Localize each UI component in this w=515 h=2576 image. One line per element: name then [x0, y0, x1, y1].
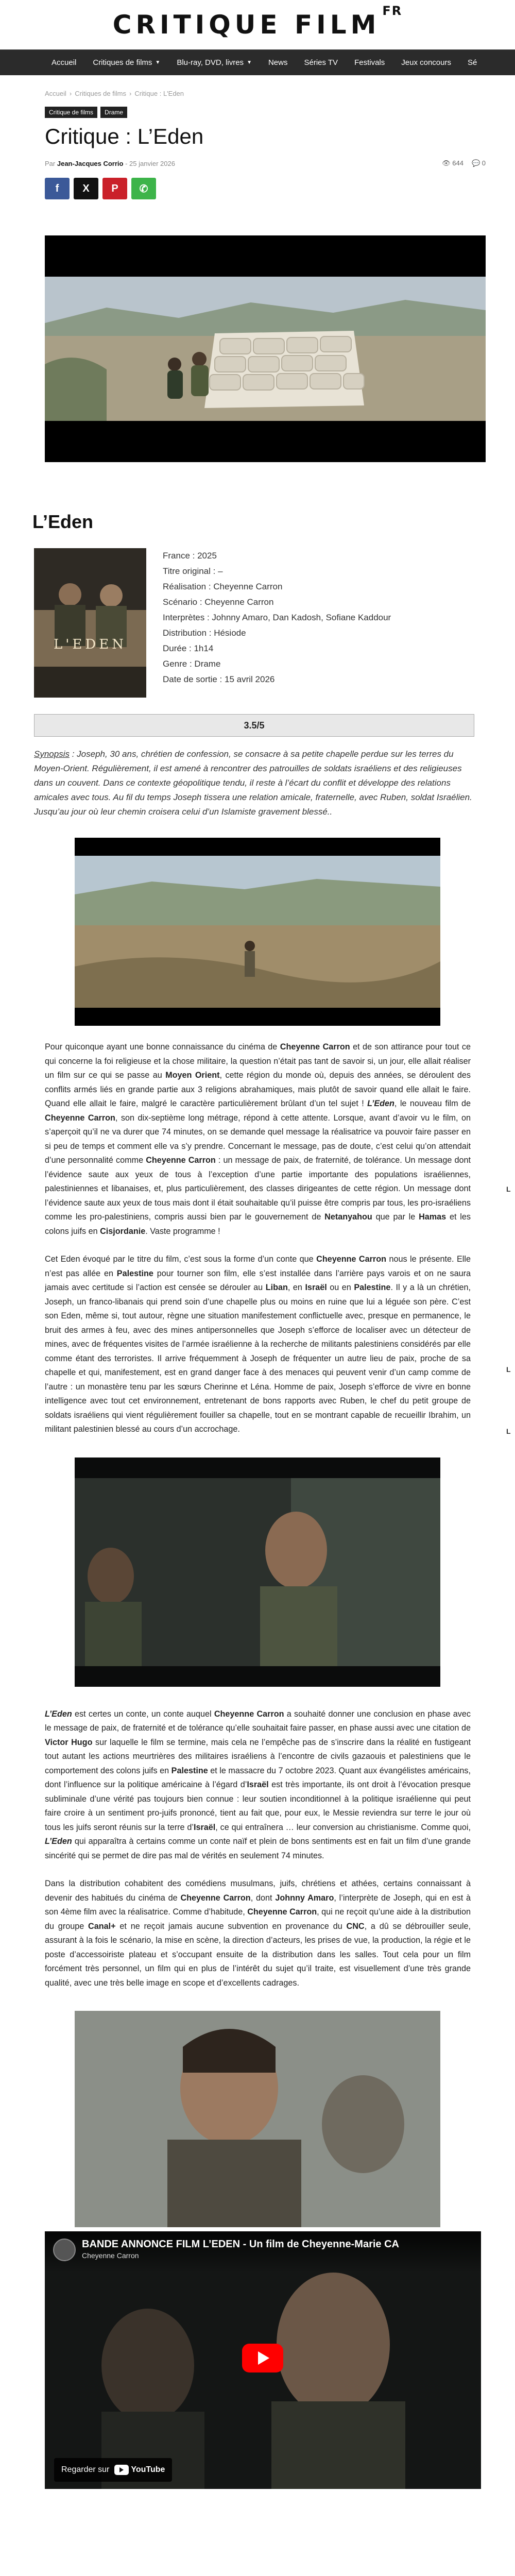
text-run: , cette région du monde où, depuis des années, se déroulent des conflits armés liés en grande partie aux 3 religions abrahamiques, mais plutôt de savoir quand elle allait le faire. Quand elle allait le faire, malgré le caractère particulièrement brûlant d’un tel sujet !: [45, 1071, 471, 1108]
emphasis-text: Cheyenne Carron: [247, 1907, 317, 1917]
comments-count[interactable]: [472, 159, 486, 167]
text-run: et les colons juifs en: [45, 1212, 471, 1236]
byline-prefix: Par: [45, 159, 56, 167]
text-run: Cet Eden évoqué par le titre du film, c’est sous la forme d’un conte que: [45, 1255, 317, 1264]
play-icon: [258, 2351, 269, 2365]
film-detail-line: Réalisation : Cheyenne Carron: [163, 582, 283, 591]
film-detail-line: France : 2025: [163, 551, 217, 561]
film-poster: [34, 548, 146, 698]
emphasis-text: L’Eden: [45, 1837, 72, 1846]
views-count: [442, 159, 464, 167]
nav-item[interactable]: [84, 58, 168, 67]
youtube-embed[interactable]: [45, 2231, 481, 2489]
share-whatsapp-button[interactable]: [131, 178, 156, 199]
eye-icon: 👁: [442, 159, 451, 167]
chevron-down-icon: ▼: [155, 60, 161, 65]
still-1-scene: [75, 838, 440, 1026]
film-still-1: [75, 838, 440, 1026]
text-run: est très importante, ils ont droit à l’évocation presque subliminale d’une vérité pas toujours bien connue : leur soutien inconditionnel à la politique israélienne qui peut faire croire à un sentiment pro-juifs prononcé, tient au fait que, pour eux, le Messie reviendra sur terre le jour où tous les juifs seront réunis sur la terre d’: [45, 1780, 471, 1832]
poster-art: [34, 548, 146, 698]
channel-avatar[interactable]: [53, 2239, 76, 2261]
text-run: et de son attirance pour tout ce qui concerne la foi religieuse et la chose militaire, la question n’était pas tant de savoir si, un jour, elle allait réaliser un film sur ce qui se passe au: [45, 1042, 471, 1080]
share-buttons: [45, 178, 486, 199]
share-facebook-button[interactable]: [45, 178, 70, 199]
video-header: [45, 2231, 481, 2273]
breadcrumb: [45, 90, 486, 97]
watch-on-label: Regarder sur: [61, 2465, 110, 2474]
hero-image: [45, 235, 486, 462]
site-logo[interactable]: [112, 4, 403, 40]
film-detail-line: Distribution : Hésiode: [163, 628, 246, 638]
breadcrumb-item[interactable]: Critiques de films: [75, 90, 126, 97]
logo-sup: FR: [382, 4, 403, 19]
site-header: [0, 0, 515, 49]
youtube-logo: [114, 2465, 165, 2475]
text-run: pour tourner son film, elle s’est installée dans l’arrière pays varois et on ne saura jamais avec certitude si l’action est censée se dérouler au: [45, 1268, 471, 1292]
nav-item[interactable]: [296, 58, 346, 67]
text-run: , a dû se débrouiller seule, assurant à la fois le scénario, la mise en scène, la direction d’acteurs, les prises de vue, la production, la régie et le poste d’accessoiriste plateau et s’occupant ensuite de la distribution dans les salles. Tout cela pour un film forcément très personnel, un film qui en plus de l’intérêt du sujet qu’il traite, est visuellement d’une très grande qualité, avec une très belle image en scope et d’excellents cadrages.: [45, 1921, 471, 1988]
text-run: et le massacre du 7 octobre 2023. Quant aux évangélistes américains, dont l’influence sur la politique américaine à l’égard d’: [45, 1766, 471, 1789]
film-detail-line: Genre : Drame: [163, 659, 221, 669]
emphasis-text: L’Eden: [45, 1709, 72, 1719]
article-paragraph: [45, 1252, 471, 1437]
nav-item[interactable]: [260, 58, 296, 67]
breadcrumb-item[interactable]: Accueil: [45, 90, 66, 97]
nav-item[interactable]: [393, 58, 459, 67]
nav-item[interactable]: [346, 58, 393, 67]
emphasis-text: Israël: [193, 1822, 216, 1832]
sidebar-edge-letter: L: [506, 1365, 511, 1374]
category-tag[interactable]: Critique de films: [45, 107, 97, 118]
text-run: . Il y a là un chrétien, Joseph, un franco-libanais qui prend soin d’une chapelle plus ou moins en ruine que lui a léguée son père. C’est son Eden, même si, tout autour, règne une situation manifestement conflictuelle avec, presque en permanence, le bruit des armes à feu, avec des mines antipersonnelles que Joseph s’efforce de localiser avec un détecteur de mines, avec de fréquentes visites de l’armée israélienne à la recherche de militants palestiniens considérés par elle comme étant des terroristes. Il arrive fréquemment à Joseph de fréquenter un autre lieu de paix, proche de sa chapelle et qui, manifestement, est en grand danger face à des menaces qui peuvent venir d’un camp comme de l’autre : un monastère tenu par les sœurs Cherinne et Léna. Homme de paix, Joseph s’efforce de vivre en bonne intelligence avec tout cet environnement, entretenant de bons rapports avec Ruben, le chef du petit groupe de soldats israéliens qui vient régulièrement fouiller sa chapelle, tout en se montrant capable de recueillir Ibrahim, un militant palestinien blessé au cours d’un accrochage.: [45, 1283, 471, 1434]
text-run: ou en: [327, 1283, 354, 1292]
text-run: Dans la distribution cohabitent des comédiens musulmans, juifs, chrétiens et athées, certains connaissant à devenir des habitués du cinéma de: [45, 1879, 471, 1903]
text-run: : un message de paix, de fraternité, de tolérance. Un message dont l’évidence saute aux yeux de tous à l’exception d’une partie importante des populations israéliennes, palestiniennes et libanaises, et, plus particulièrement, des classes dirigeantes de cette région. Un message dont l’évidence saute aux yeux de tous mais dont il était souhaitable qu’il puisse être compris par tous, les pro-israéliens comme les pro-palestiniens, compris aussi bien par le gouvernement de: [45, 1156, 471, 1222]
facebook-icon: f: [55, 182, 59, 194]
text-run: qui apparaîtra à certains comme un conte naïf et plein de bons sentiments est en fait un film d’une grande sincérité qui se permet de dire pas mal de vérités en seulement 74 minutes.: [45, 1837, 471, 1860]
film-info: [34, 548, 515, 698]
film-still-2: [75, 1458, 440, 1687]
x-icon: X: [82, 182, 90, 194]
text-run: . Vaste programme !: [145, 1226, 220, 1236]
text-run: , en: [287, 1283, 305, 1292]
emphasis-text: Israël: [305, 1283, 327, 1292]
breadcrumb-separator: ›: [129, 90, 132, 97]
emphasis-text: Palestine: [171, 1766, 208, 1775]
nav-item-label: Critiques de films: [93, 58, 152, 67]
emphasis-text: Cheyenne Carron: [45, 1113, 115, 1123]
share-pinterest-button[interactable]: [102, 178, 127, 199]
emphasis-text: Hamas: [419, 1212, 447, 1222]
rating-bar: [34, 714, 474, 737]
emphasis-text: Cheyenne Carron: [180, 1893, 251, 1903]
emphasis-text: Cheyenne Carron: [214, 1709, 284, 1719]
film-detail-line: Date de sortie : 15 avril 2026: [163, 674, 275, 684]
article-paragraph: [45, 1877, 471, 1990]
film-still-3: [75, 2011, 440, 2227]
text-run: sur laquelle le film se termine, mais cela ne l’empêche pas de s’inscrire dans la réalité en fustigeant tout autant les actions meurtrières des militaires israéliens à l’encontre de civils gazaouis et palestiniens que le comportement des colons juifs en: [45, 1737, 471, 1775]
logo-text: CRITIQUE FILM: [112, 10, 381, 40]
article-counts: [442, 159, 486, 167]
still-2-scene: [75, 1458, 440, 1687]
sidebar-edge-letter: L: [506, 1427, 511, 1435]
text-run: que par le: [372, 1212, 419, 1222]
emphasis-text: Israël: [247, 1780, 269, 1789]
article-meta: [45, 159, 486, 167]
nav-item-label: Jeux concours: [401, 58, 451, 67]
publish-date: - 25 janvier 2026: [125, 159, 175, 167]
text-run: , ce qui entraînera … leur conversion au christianisme. Comme quoi,: [215, 1822, 471, 1832]
synopsis-label: Synopsis: [34, 749, 70, 759]
still-3-scene: [75, 2011, 440, 2227]
breadcrumb-separator: ›: [69, 90, 72, 97]
section-title: L’Eden: [32, 511, 94, 532]
youtube-play-icon: [114, 2465, 129, 2475]
page-title: Critique : L’Eden: [45, 124, 204, 148]
watch-on-youtube[interactable]: [54, 2458, 172, 2482]
comment-icon: 💬: [471, 159, 480, 167]
breadcrumb-item[interactable]: Critique : L'Eden: [134, 90, 184, 97]
video-channel[interactable]: Cheyenne Carron: [82, 2251, 139, 2260]
whatsapp-icon: ✆: [139, 183, 148, 195]
emphasis-text: Palestine: [116, 1268, 153, 1278]
text-run: , l’interprète de Joseph, qui en est à son 4ème film avec la réalisatrice. Comme d’habitude,: [45, 1893, 471, 1917]
emphasis-text: Canal+: [88, 1921, 116, 1931]
byline: [45, 160, 175, 167]
article-paragraph: [45, 1040, 471, 1239]
text-run: et ne reçoit jamais aucune subvention en provenance du: [115, 1921, 347, 1931]
film-details: [163, 548, 391, 698]
text-run: , le nouveau film de: [394, 1099, 471, 1108]
rating-value: 3.5/5: [244, 720, 265, 731]
film-detail-line: Durée : 1h14: [163, 643, 214, 653]
film-detail-line: Interprètes : Johnny Amaro, Dan Kadosh, Sofiane Kaddour: [163, 613, 391, 622]
text-run: , qui ne reçoit qu’une aide à la distribution du groupe: [45, 1907, 471, 1931]
film-detail-line: Scénario : Cheyenne Carron: [163, 597, 274, 607]
article-header: [45, 90, 486, 462]
views-value: 644: [452, 159, 464, 167]
main-nav: [0, 49, 515, 75]
nav-item[interactable]: [43, 58, 84, 67]
nav-item-label: Sé: [467, 58, 477, 67]
emphasis-text: Moyen Orient: [165, 1071, 220, 1080]
poster-title: L'EDEN: [54, 637, 127, 652]
emphasis-text: L’Eden: [367, 1099, 394, 1108]
emphasis-text: Cisjordanie: [100, 1226, 146, 1236]
nav-item-label: News: [268, 58, 288, 67]
emphasis-text: Johnny Amaro: [275, 1893, 334, 1903]
comments-value: 0: [482, 159, 486, 167]
video-title[interactable]: BANDE ANNONCE FILM L’EDEN - Un film de Cheyenne-Marie CA: [82, 2239, 399, 2250]
nav-item-label: Séries TV: [304, 58, 338, 67]
nav-item-label: Festivals: [354, 58, 385, 67]
hero-scene: [45, 235, 486, 462]
pinterest-icon: P: [111, 182, 118, 194]
youtube-wordmark: YouTube: [131, 2465, 165, 2474]
text-run: Pour quiconque ayant une bonne connaissance du cinéma de: [45, 1042, 280, 1052]
emphasis-text: CNC: [346, 1921, 365, 1931]
text-run: , son dix-septième long métrage, répond à cette attente. Lorsque, avant d’avoir vu le film, on s’aperçoit qu’il ne va durer que 74 minutes, on se demande quel message la réalisatrice va pouvoir faire passer en si peu de temps et comment elle va s’y prendre. Concernant le message, pas de doute, c’est celui qu’on attendait d’une personnalité comme: [45, 1113, 471, 1165]
text-run: est certes un conte, un conte auquel: [72, 1709, 214, 1719]
synopsis-text: : Joseph, 30 ans, chrétien de confession, se consacre à sa petite chapelle perdue sur les terres du Moyen-Orient. Régulièrement, il est amené à rencontrer des patrouilles de soldats israéliens et des religieuses dans un couvent. Dans ce contexte géopolitique tendu, il reste à l’écart du conflit et développe des relations amicales avec tous. Au fil du temps Joseph tissera une relation amicale, fraternelle, avec Ruben, soldat Israélien. Jusqu’au jour où leur chemin croisera celui d’un Islamiste gravement blessé..: [34, 749, 472, 817]
play-button[interactable]: [242, 2344, 283, 2372]
emphasis-text: Cheyenne Carron: [146, 1156, 216, 1165]
article-paragraph: [45, 1707, 471, 1863]
emphasis-text: Victor Hugo: [45, 1737, 93, 1747]
nav-item[interactable]: [168, 58, 260, 67]
emphasis-text: Netanyahou: [324, 1212, 372, 1222]
text-run: nous le présente. Elle n’est pas allée en: [45, 1255, 471, 1278]
synopsis: [34, 747, 475, 819]
emphasis-text: Palestine: [354, 1283, 391, 1292]
emphasis-text: Cheyenne Carron: [280, 1042, 350, 1052]
emphasis-text: Liban: [265, 1283, 288, 1292]
nav-item[interactable]: [459, 58, 485, 67]
nav-item-label: Blu-ray, DVD, livres: [177, 58, 244, 67]
chevron-down-icon: ▼: [247, 60, 252, 65]
category-tag[interactable]: Drame: [100, 107, 127, 118]
category-tags: [45, 107, 486, 118]
text-run: a souhaité donner une conclusion en phase avec le message de paix, de fraternité et de tolérance qu’elle souhaitait faire passer, en phase aussi avec une citation de: [45, 1709, 471, 1733]
share-x-button[interactable]: [74, 178, 98, 199]
emphasis-text: Cheyenne Carron: [316, 1255, 387, 1264]
nav-item-label: Accueil: [52, 58, 77, 67]
film-detail-line: Titre original : –: [163, 566, 223, 576]
author-link[interactable]: Jean-Jacques Corrio: [57, 159, 124, 167]
sidebar-edge-letter: L: [506, 1185, 511, 1193]
text-run: , dont: [250, 1893, 276, 1903]
